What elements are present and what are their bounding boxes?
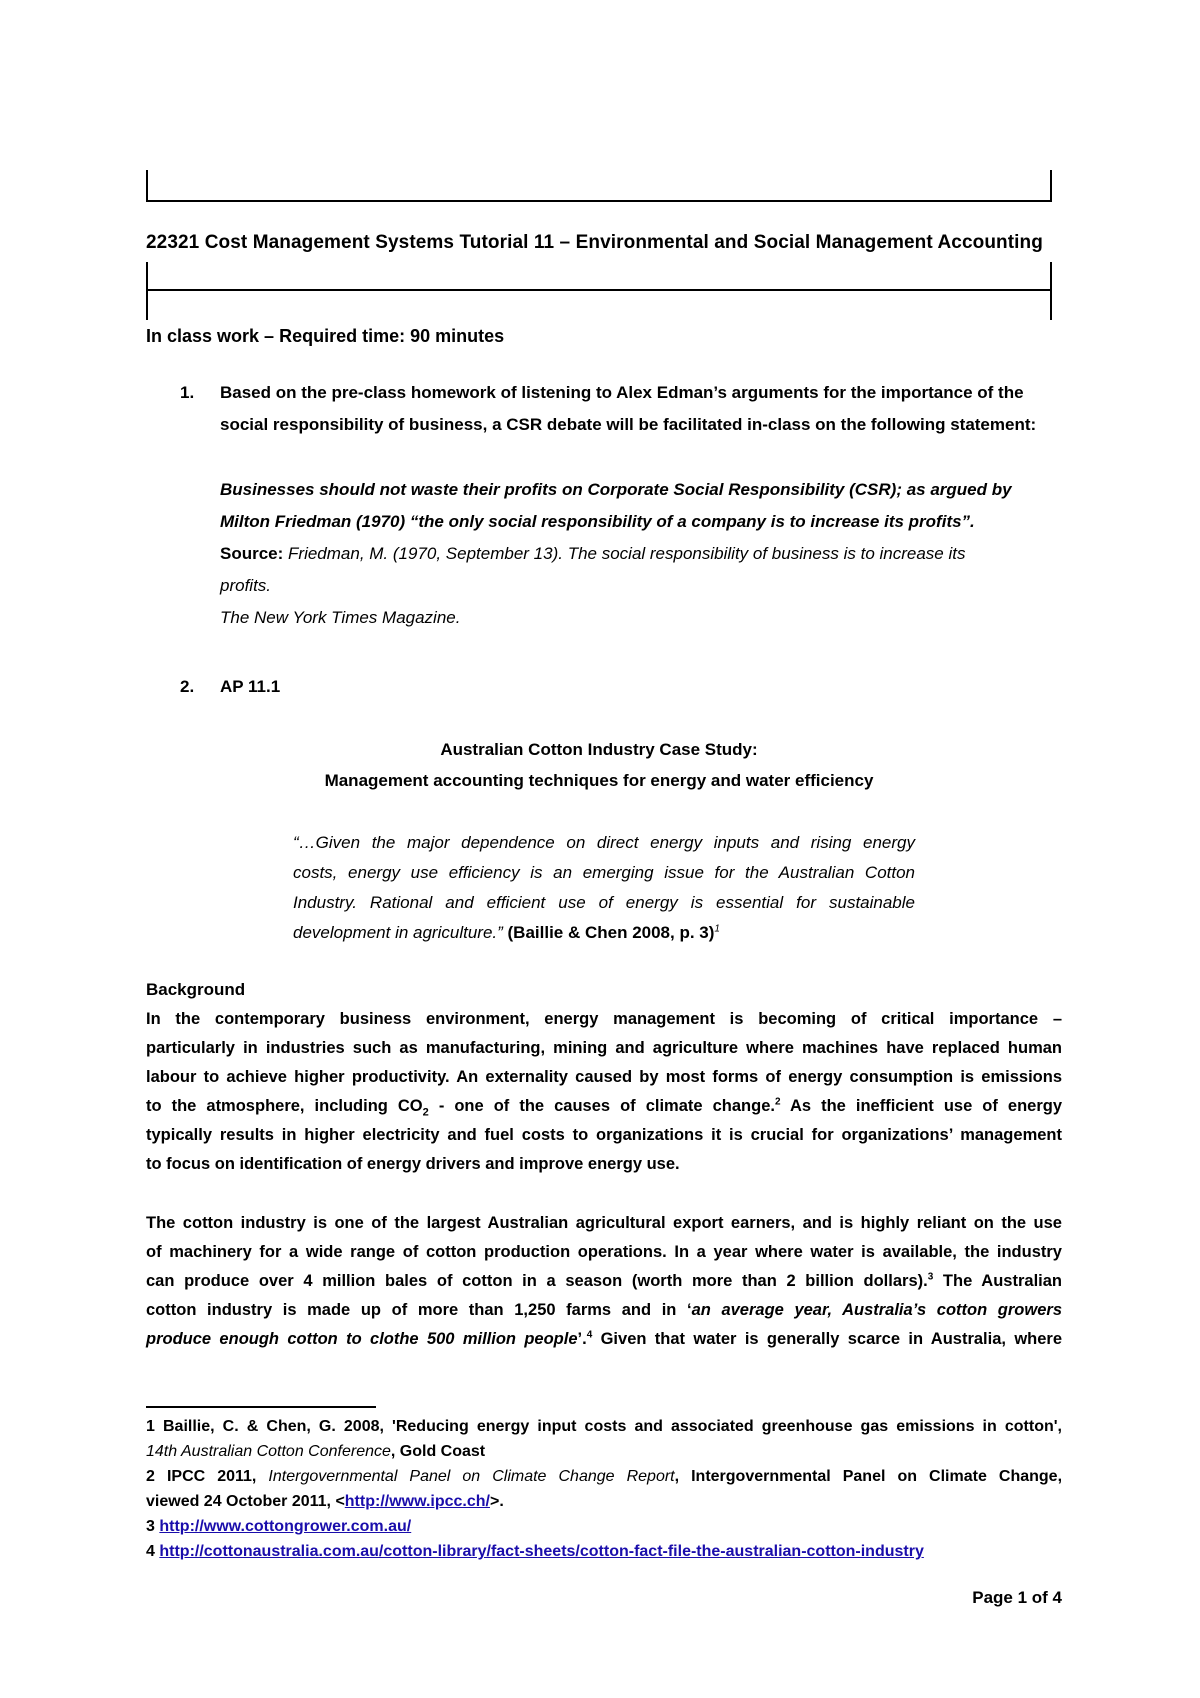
footnote-3: 3 http://www.cottongrower.com.au/: [146, 1518, 412, 1535]
question-2-label: AP 11.1: [220, 677, 281, 696]
source-publication: The New York Times Magazine.: [220, 608, 461, 627]
background-heading: Background: [146, 980, 246, 999]
paragraph-line: can produce over 4 million bales of cotton in a season (worth more than 2 billion dollars).$^3$ The Australian: [146, 1271, 1062, 1290]
source-citation: Source: Friedman, M. (1970, September 13). The social responsibility of business is to increase its: [220, 544, 966, 563]
paragraph-line: of machinery for a wide range of cotton production operations. In a year where water is available, the industry: [146, 1243, 1062, 1261]
paragraph-line: to the atmosphere, including $CO_2$ - one of the causes of climate change.$^2$ As the inefficient use of energy: [146, 1096, 1063, 1119]
ipcc-link[interactable]: http://www.ipcc.ch/: [344, 1493, 490, 1510]
footnote-ref: 1: [714, 923, 720, 935]
footnote-1: 1 Baillie, C. & Chen, G. 2008, 'Reducing energy input costs and associated greenhouse gas emissions in cotton',: [146, 1418, 1062, 1435]
question-1-line: social responsibility of business, a CSR debate will be facilitated in-class on the following statement:: [220, 415, 1037, 434]
paragraph-line: The cotton industry is one of the largest Australian agricultural export earners, and is highly reliant on the use: [146, 1214, 1062, 1232]
paragraph-line: to focus on identification of energy drivers and improve energy use.: [146, 1155, 680, 1173]
quote-line: Industry. Rational and efficient use of energy is essential for sustainable: [293, 893, 915, 912]
quote-line: costs, energy use efficiency is an emerging issue for the Australian Cotton: [293, 863, 915, 882]
cottongrower-link[interactable]: http://www.cottongrower.com.au/: [159, 1518, 412, 1535]
footnote-4: 4 http://cottonaustralia.com.au/cotton-library/fact-sheets/cotton-fact-file-the-australian-cotton-industry: [146, 1543, 924, 1560]
footnote-ref: 3: [927, 1271, 934, 1283]
paragraph-line: particularly in industries such as manufacturing, mining and agriculture where machines have replaced human: [146, 1039, 1062, 1057]
paragraph-line: produce enough cotton to clothe 500 million people’.$^4$ Given that water is generally scarce in Australia, where: [146, 1329, 1063, 1348]
quote-line: “…Given the major dependence on direct energy inputs and rising energy: [293, 833, 915, 852]
paragraph-line: typically results in higher electricity and fuel costs to organizations it is crucial for organizations’ management: [146, 1126, 1062, 1144]
question-1-number: 1.: [180, 383, 195, 402]
question-2-number: 2.: [180, 677, 195, 696]
debate-statement-line: Milton Friedman (1970) “the only social responsibility of a company is to increase its profits”.: [220, 512, 975, 531]
paragraph-line: In the contemporary business environment, energy management is becoming of critical importance –: [146, 1010, 1062, 1028]
footnote-ref: 2: [774, 1096, 781, 1108]
footnote-1-cont: 14th Australian Cotton Conference, Gold Coast: [146, 1443, 486, 1460]
source-citation-cont: profits.: [220, 576, 272, 595]
question-1-line: Based on the pre-class homework of listening to Alex Edman’s arguments for the importance of the: [220, 383, 1024, 402]
section-subtitle: In class work – Required time: 90 minutes: [146, 326, 505, 346]
case-study-subtitle: Management accounting techniques for energy and water efficiency: [324, 771, 874, 790]
quote-citation: (Baillie & Chen 2008, p. 3): [502, 923, 715, 942]
footnote-2: 2 IPCC 2011, Intergovernmental Panel on Climate Change Report, Intergovernmental Panel on Climate Change,: [146, 1468, 1063, 1485]
page-number: Page 1 of 4: [972, 1588, 1062, 1607]
debate-statement-line: Businesses should not waste their profits on Corporate Social Responsibility (CSR); as argued by: [220, 480, 1012, 499]
title-bottom-rule: [146, 262, 1052, 320]
paragraph-line: labour to achieve higher productivity. An externality caused by most forms of energy consumption is emissions: [146, 1068, 1062, 1086]
quote-line-last: development in agriculture.” (Baillie & Chen 2008, p. 3)$^1$: [293, 923, 720, 942]
cottonaustralia-link[interactable]: http://cottonaustralia.com.au/cotton-library/fact-sheets/cotton-fact-file-the-australian-cotton-industry: [159, 1543, 924, 1560]
document-title: 22321 Cost Management Systems Tutorial 11 – Environmental and Social Management Accounting: [146, 232, 1043, 253]
paragraph-line: cotton industry is made up of more than 1,250 farms and in ‘an average year, Australia’s cotton growers: [146, 1301, 1062, 1319]
title-top-rule: [146, 170, 1052, 200]
footnote-separator: [146, 1406, 376, 1408]
footnote-2-cont: viewed 24 October 2011, <http://www.ipcc.ch/>.: [146, 1493, 504, 1510]
footnote-ref: 4: [586, 1329, 593, 1341]
case-study-title: Australian Cotton Industry Case Study:: [440, 740, 758, 759]
